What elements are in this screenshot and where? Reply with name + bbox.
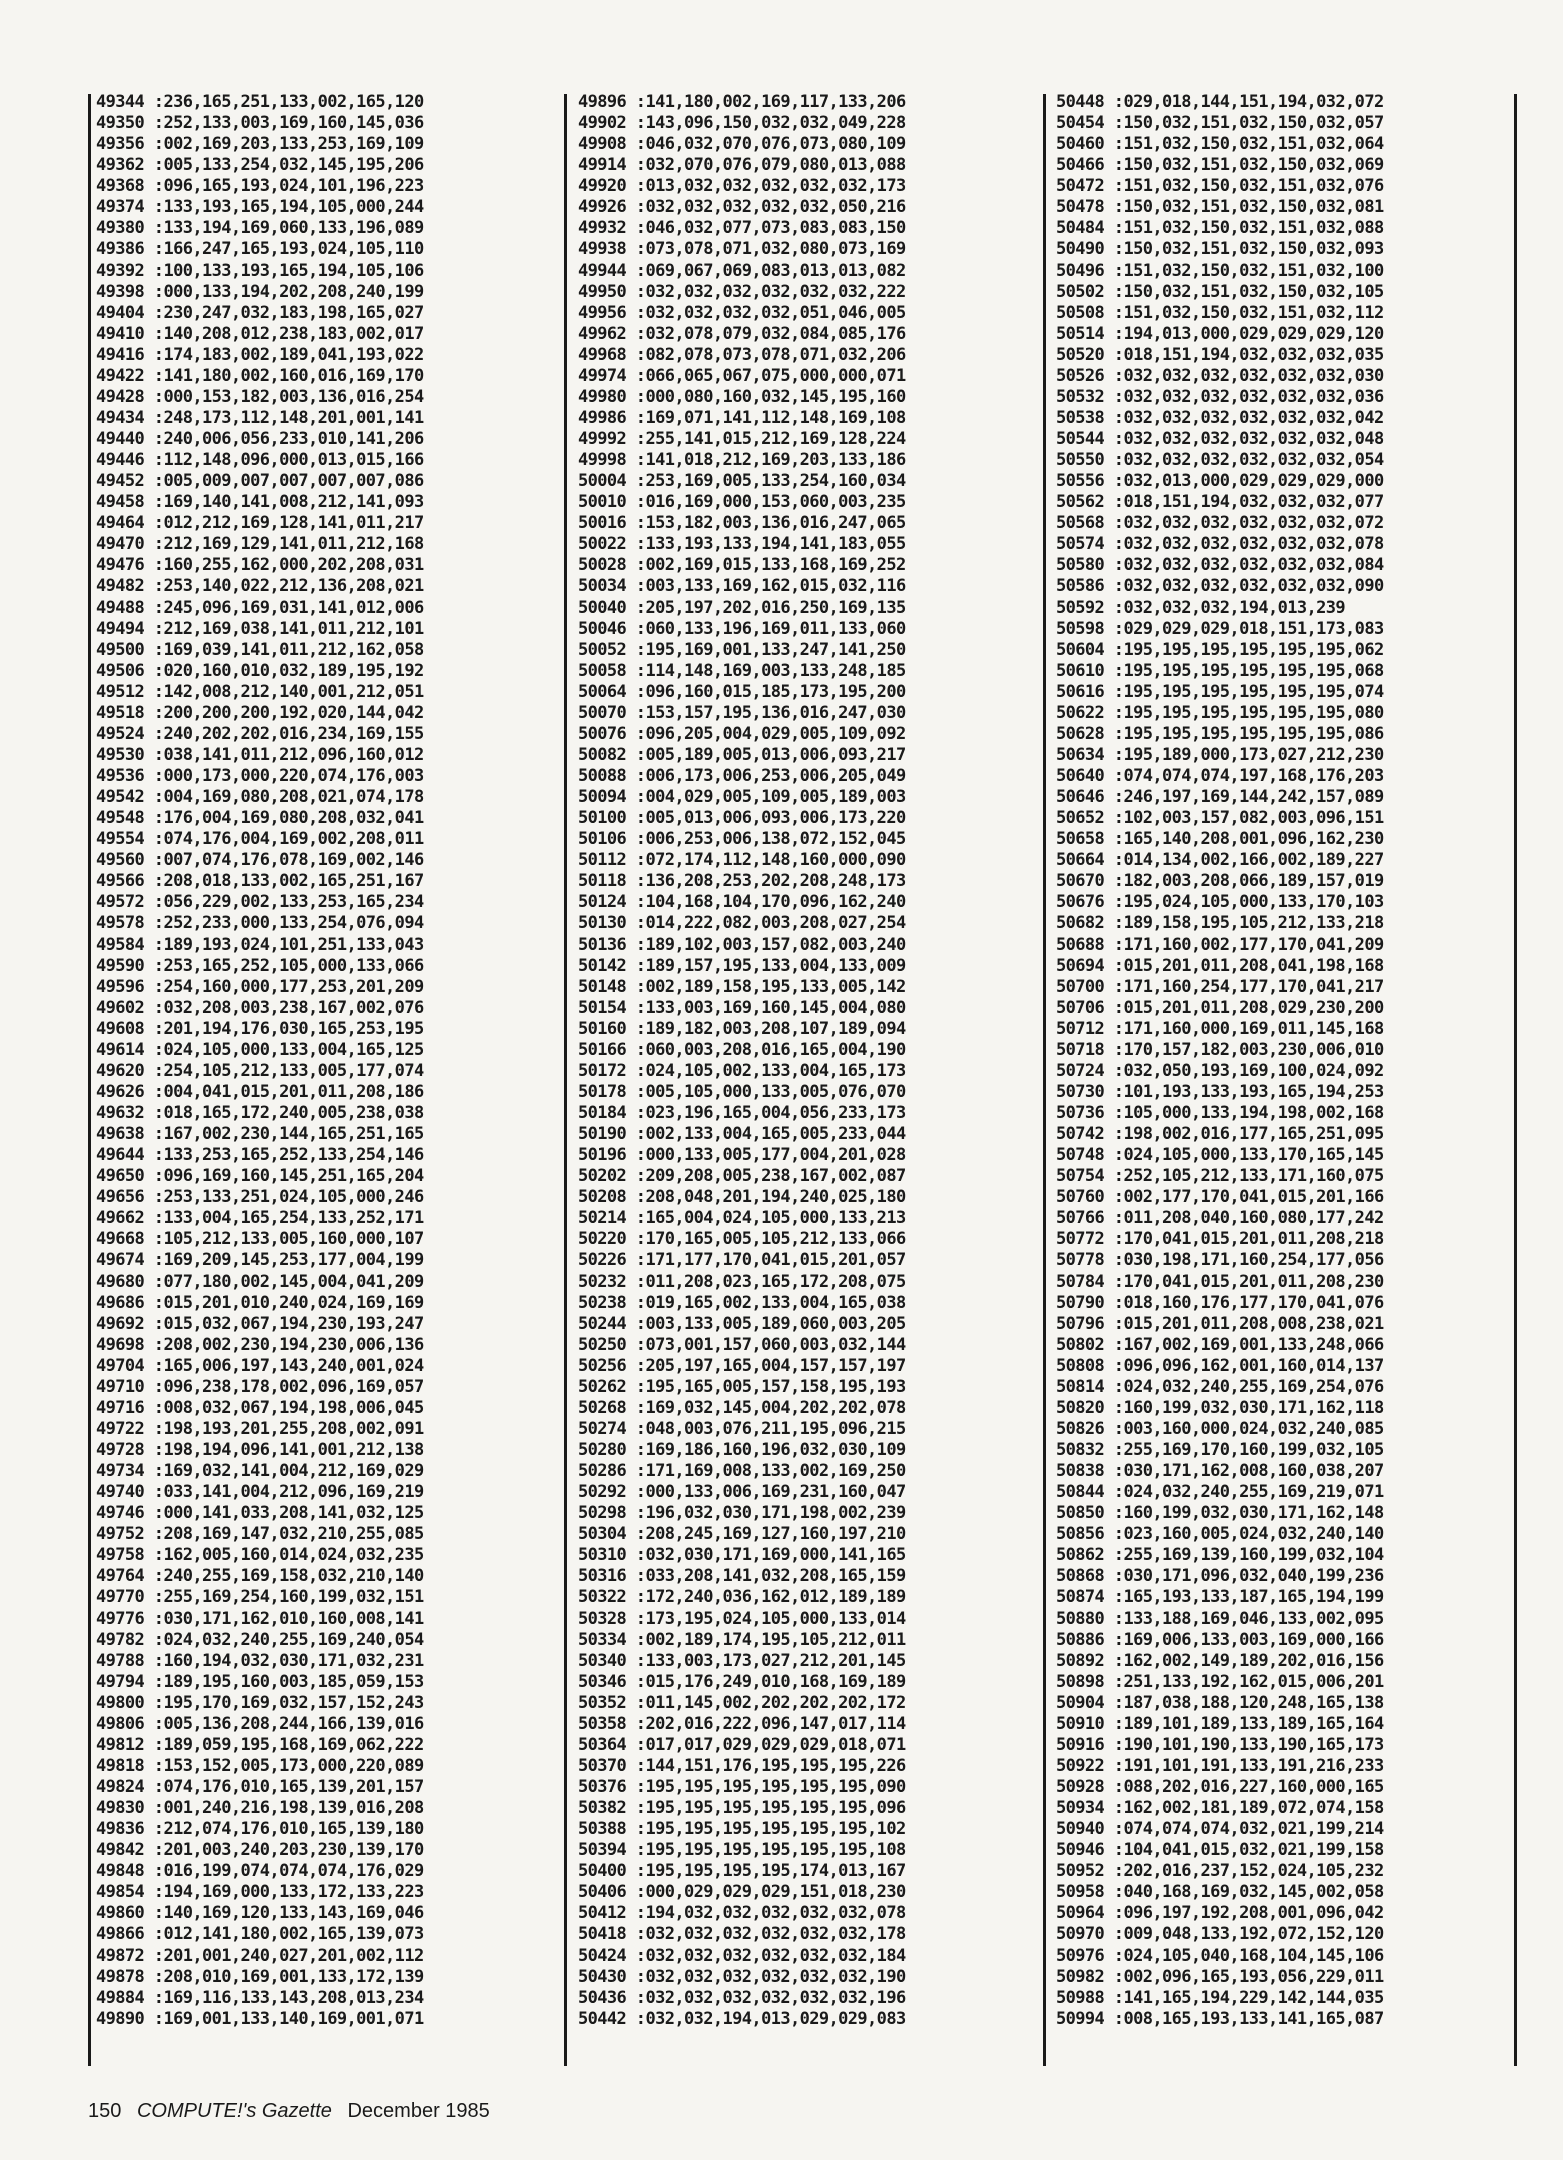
listing-line: 50718 :170,157,182,003,230,006,010: [1056, 1039, 1384, 1060]
listing-line: 50502 :150,032,151,032,150,032,105: [1056, 281, 1384, 302]
listing-line: 50304 :208,245,169,127,160,197,210: [578, 1524, 906, 1545]
listing-line: 50946 :104,041,015,032,021,199,158: [1056, 1840, 1384, 1861]
listing-line: 49440 :240,006,056,233,010,141,206: [96, 429, 424, 449]
listing-line: 50562 :018,151,194,032,032,032,077: [1056, 492, 1384, 513]
listing-line: 50994 :008,165,193,133,141,165,087: [1056, 2008, 1384, 2029]
listing-line: 50820 :160,199,032,030,171,162,118: [1056, 1397, 1384, 1418]
listing-line: 49770 :255,169,254,160,199,032,151: [96, 1587, 424, 1608]
listing-line: 50394 :195,195,195,195,195,195,108: [578, 1840, 906, 1861]
listing-line: 50634 :195,189,000,173,027,212,230: [1056, 744, 1384, 765]
listing-line: 50658 :165,140,208,001,096,162,230: [1056, 829, 1384, 850]
listing-line: 49884 :169,116,133,143,208,013,234: [96, 1987, 424, 2008]
listing-line: 49932 :046,032,077,073,083,083,150: [578, 218, 906, 239]
listing-line: 50934 :162,002,181,189,072,074,158: [1056, 1798, 1384, 1819]
listing-line: 50598 :029,029,029,018,151,173,083: [1056, 618, 1384, 639]
listing-line: 50850 :160,199,032,030,171,162,148: [1056, 1503, 1384, 1524]
listing-line: 49572 :056,229,002,133,253,165,234: [96, 892, 424, 913]
listing-line: 50292 :000,133,006,169,231,160,047: [578, 1482, 906, 1503]
listing-line: 50286 :171,169,008,133,002,169,250: [578, 1461, 906, 1482]
listing-line: 49986 :169,071,141,112,148,169,108: [578, 407, 906, 428]
listing-line: 50262 :195,165,005,157,158,195,193: [578, 1376, 906, 1397]
listing-line: 49554 :074,176,004,169,002,208,011: [96, 829, 424, 850]
listing-line: 50862 :255,169,139,160,199,032,104: [1056, 1545, 1384, 1566]
listing-line: 50538 :032,032,032,032,032,032,042: [1056, 407, 1384, 428]
listing-line: 50970 :009,048,133,192,072,152,120: [1056, 1924, 1384, 1945]
listing-line: 49848 :016,199,074,074,074,176,029: [96, 1861, 424, 1882]
listing-line: 49374 :133,193,165,194,105,000,244: [96, 197, 424, 218]
listing-line: 49590 :253,165,252,105,000,133,066: [96, 955, 424, 976]
listing-line: 49458 :169,140,141,008,212,141,093: [96, 492, 424, 513]
listing-line: 50064 :096,160,015,185,173,195,200: [578, 681, 906, 702]
listing-line: 49788 :160,194,032,030,171,032,231: [96, 1650, 424, 1671]
listing-line: 49656 :253,133,251,024,105,000,246: [96, 1187, 424, 1208]
listing-line: 50178 :005,105,000,133,005,076,070: [578, 1081, 906, 1102]
listing-line: 50814 :024,032,240,255,169,254,076: [1056, 1376, 1384, 1397]
listing-line: 50226 :171,177,170,041,015,201,057: [578, 1250, 906, 1271]
listing-line: 50496 :151,032,150,032,151,032,100: [1056, 260, 1384, 281]
listing-line: 50784 :170,041,015,201,011,208,230: [1056, 1271, 1384, 1292]
listing-line: 50436 :032,032,032,032,032,032,196: [578, 1987, 906, 2008]
listing-line: 49422 :141,180,002,160,016,169,170: [96, 365, 424, 386]
page-footer: [88, 2100, 490, 2123]
listing-line: 50184 :023,196,165,004,056,233,173: [578, 1103, 906, 1123]
listing-line: 50640 :074,074,074,197,168,176,203: [1056, 766, 1384, 786]
listing-line: 50130 :014,222,082,003,208,027,254: [578, 913, 906, 934]
listing-line: 49764 :240,255,169,158,032,210,140: [96, 1566, 424, 1587]
listing-line: 49968 :082,078,073,078,071,032,206: [578, 344, 906, 365]
listing-line: 50838 :030,171,162,008,160,038,207: [1056, 1461, 1384, 1482]
listing-line: 49392 :100,133,193,165,194,105,106: [96, 260, 424, 281]
listing-column-2: [570, 92, 1022, 2030]
listing-line: 50544 :032,032,032,032,032,032,048: [1056, 429, 1384, 449]
listing-line: 49614 :024,105,000,133,004,165,125: [96, 1039, 424, 1060]
listing-line: 50646 :246,197,169,144,242,157,089: [1056, 787, 1384, 808]
listing-line: 50448 :029,018,144,151,194,032,072: [1056, 92, 1384, 112]
listing-line: 50214 :165,004,024,105,000,133,213: [578, 1208, 906, 1229]
listing-line: 49602 :032,208,003,238,167,002,076: [96, 997, 424, 1018]
listing-line: 50442 :032,032,194,013,029,029,083: [578, 2008, 906, 2029]
listing-line: 50100 :005,013,006,093,006,173,220: [578, 808, 906, 829]
listing-line: 50334 :002,189,174,195,105,212,011: [578, 1629, 906, 1650]
listing-line: 49920 :013,032,032,032,032,032,173: [578, 176, 906, 197]
listing-line: 50460 :151,032,150,032,151,032,064: [1056, 134, 1384, 155]
listing-line: 50892 :162,002,149,189,202,016,156: [1056, 1650, 1384, 1671]
listing-line: 50376 :195,195,195,195,195,195,090: [578, 1777, 906, 1797]
listing-line: 49818 :153,152,005,173,000,220,089: [96, 1755, 424, 1776]
listing-line: 50826 :003,160,000,024,032,240,085: [1056, 1418, 1384, 1439]
listing-line: 50106 :006,253,006,138,072,152,045: [578, 829, 906, 850]
listing-line: 50076 :096,205,004,029,005,109,092: [578, 723, 906, 744]
listing-line: 49410 :140,208,012,238,183,002,017: [96, 323, 424, 344]
listing-line: 49782 :024,032,240,255,169,240,054: [96, 1629, 424, 1650]
listing-line: 50772 :170,041,015,201,011,208,218: [1056, 1229, 1384, 1250]
listing-line: 50622 :195,195,195,195,195,195,080: [1056, 702, 1384, 723]
listing-line: 50706 :015,201,011,208,029,230,200: [1056, 997, 1384, 1018]
listing-line: 50874 :165,193,133,187,165,194,199: [1056, 1587, 1384, 1608]
listing-line: 49866 :012,141,180,002,165,139,073: [96, 1924, 424, 1945]
listing-line: 50058 :114,148,169,003,133,248,185: [578, 660, 906, 681]
listing-line: 49902 :143,096,150,032,032,049,228: [578, 113, 906, 134]
listing-line: 50964 :096,197,192,208,001,096,042: [1056, 1903, 1384, 1924]
listing-line: 50364 :017,017,029,029,029,018,071: [578, 1734, 906, 1755]
listing-line: 49494 :212,169,038,141,011,212,101: [96, 618, 424, 639]
listing-line: 49710 :096,238,178,002,096,169,057: [96, 1376, 424, 1397]
listing-line: 50352 :011,145,002,202,202,202,172: [578, 1692, 906, 1713]
listing-line: 50748 :024,105,000,133,170,165,145: [1056, 1145, 1384, 1166]
listing-line: 49830 :001,240,216,198,139,016,208: [96, 1798, 424, 1819]
listing-line: 50298 :196,032,030,171,198,002,239: [578, 1503, 906, 1524]
listing-line: 49800 :195,170,169,032,157,152,243: [96, 1692, 424, 1713]
listing-line: 50610 :195,195,195,195,195,195,068: [1056, 660, 1384, 681]
listing-line: 49740 :033,141,004,212,096,169,219: [96, 1482, 424, 1503]
listing-line: 50694 :015,201,011,208,041,198,168: [1056, 955, 1384, 976]
listing-line: 49404 :230,247,032,183,198,165,027: [96, 302, 424, 323]
listing-line: 50676 :195,024,105,000,133,170,103: [1056, 892, 1384, 913]
listing-line: 50976 :024,105,040,168,104,145,106: [1056, 1945, 1384, 1966]
listing-line: 50136 :189,102,003,157,082,003,240: [578, 934, 906, 955]
listing-line: 49806 :005,136,208,244,166,139,016: [96, 1713, 424, 1734]
listing-line: 50466 :150,032,151,032,150,032,069: [1056, 155, 1384, 176]
listing-line: 50844 :024,032,240,255,169,219,071: [1056, 1482, 1384, 1503]
listing-line: 49950 :032,032,032,032,032,032,222: [578, 281, 906, 302]
listing-line: 49662 :133,004,165,254,133,252,171: [96, 1208, 424, 1229]
listing-line: 50568 :032,032,032,032,032,032,072: [1056, 513, 1384, 534]
listing-line: 49638 :167,002,230,144,165,251,165: [96, 1124, 424, 1145]
listing-line: 49464 :012,212,169,128,141,011,217: [96, 513, 424, 534]
listing-line: 50340 :133,003,173,027,212,201,145: [578, 1650, 906, 1671]
listing-line: 49488 :245,096,169,031,141,012,006: [96, 597, 424, 618]
listing-line: 49872 :201,001,240,027,201,002,112: [96, 1945, 424, 1966]
listing-line: 49686 :015,201,010,240,024,169,169: [96, 1292, 424, 1313]
listing-line: 49578 :252,233,000,133,254,076,094: [96, 913, 424, 934]
listing-line: 49728 :198,194,096,141,001,212,138: [96, 1440, 424, 1460]
listing-line: 50574 :032,032,032,032,032,032,078: [1056, 534, 1384, 555]
listing-line: 49878 :208,010,169,001,133,172,139: [96, 1966, 424, 1987]
listing-line: 50430 :032,032,032,032,032,032,190: [578, 1966, 906, 1987]
listing-column-3: [1048, 92, 1500, 2030]
issue-date: December 1985: [347, 2100, 490, 2122]
listing-line: 50244 :003,133,005,189,060,003,205: [578, 1313, 906, 1334]
listing-line: 50328 :173,195,024,105,000,133,014: [578, 1608, 906, 1629]
listing-line: 50016 :153,182,003,136,016,247,065: [578, 513, 906, 534]
listing-line: 50958 :040,168,169,032,145,002,058: [1056, 1882, 1384, 1903]
listing-line: 49980 :000,080,160,032,145,195,160: [578, 386, 906, 407]
listing-line: 49524 :240,202,202,016,234,169,155: [96, 723, 424, 744]
listing-line: 49584 :189,193,024,101,251,133,043: [96, 934, 424, 955]
listing-line: 50346 :015,176,249,010,168,169,189: [578, 1671, 906, 1692]
listing-line: 49632 :018,165,172,240,005,238,038: [96, 1103, 424, 1123]
listing-line: 50220 :170,165,005,105,212,133,066: [578, 1229, 906, 1250]
listing-line: 49428 :000,153,182,003,136,016,254: [96, 386, 424, 407]
listing-line: 50112 :072,174,112,148,160,000,090: [578, 850, 906, 871]
listing-line: 49644 :133,253,165,252,133,254,146: [96, 1145, 424, 1166]
listing-line: 49908 :046,032,070,076,073,080,109: [578, 134, 906, 155]
listing-line: 50688 :171,160,002,177,170,041,209: [1056, 934, 1384, 955]
listing-line: 49446 :112,148,096,000,013,015,166: [96, 450, 424, 471]
listing-line: 50928 :088,202,016,227,160,000,165: [1056, 1777, 1384, 1797]
listing-line: 50616 :195,195,195,195,195,195,074: [1056, 681, 1384, 702]
listing-line: 50952 :202,016,237,152,024,105,232: [1056, 1861, 1384, 1882]
listing-line: 50316 :033,208,141,032,208,165,159: [578, 1566, 906, 1587]
listing-line: 50082 :005,189,005,013,006,093,217: [578, 744, 906, 765]
listing-line: 50682 :189,158,195,105,212,133,218: [1056, 913, 1384, 934]
listing-line: 50700 :171,160,254,177,170,041,217: [1056, 976, 1384, 997]
page-number: 150: [88, 2100, 122, 2122]
listing-line: 50664 :014,134,002,166,002,189,227: [1056, 850, 1384, 871]
listing-line: 49926 :032,032,032,032,032,050,216: [578, 197, 906, 218]
listing-line: 50508 :151,032,150,032,151,032,112: [1056, 302, 1384, 323]
listing-line: 49542 :004,169,080,208,021,074,178: [96, 787, 424, 808]
listing-line: 50256 :205,197,165,004,157,157,197: [578, 1355, 906, 1376]
listing-line: 50310 :032,030,171,169,000,141,165: [578, 1545, 906, 1566]
listing-line: 49560 :007,074,176,078,169,002,146: [96, 850, 424, 871]
listing-line: 49722 :198,193,201,255,208,002,091: [96, 1418, 424, 1439]
listing-line: 50052 :195,169,001,133,247,141,250: [578, 639, 906, 660]
listing-line: 50028 :002,169,015,133,168,169,252: [578, 555, 906, 576]
listing-line: 50238 :019,165,002,133,004,165,038: [578, 1292, 906, 1313]
listing-line: 49716 :008,032,067,194,198,006,045: [96, 1397, 424, 1418]
listing-line: 49470 :212,169,129,141,011,212,168: [96, 534, 424, 555]
listing-line: 49626 :004,041,015,201,011,208,186: [96, 1081, 424, 1102]
listing-line: 49668 :105,212,133,005,160,000,107: [96, 1229, 424, 1250]
listing-line: 50724 :032,050,193,169,100,024,092: [1056, 1060, 1384, 1081]
listing-line: 50886 :169,006,133,003,169,000,166: [1056, 1629, 1384, 1650]
listing-line: 49854 :194,169,000,133,172,133,223: [96, 1882, 424, 1903]
listing-line: 50472 :151,032,150,032,151,032,076: [1056, 176, 1384, 197]
listing-line: 50832 :255,169,170,160,199,032,105: [1056, 1440, 1384, 1460]
listing-line: 50916 :190,101,190,133,190,165,173: [1056, 1734, 1384, 1755]
listing-line: 50418 :032,032,032,032,032,032,178: [578, 1924, 906, 1945]
listing-line: 49536 :000,173,000,220,074,176,003: [96, 766, 424, 786]
listing-line: 49734 :169,032,141,004,212,169,029: [96, 1461, 424, 1482]
listing-line: 50796 :015,201,011,208,008,238,021: [1056, 1313, 1384, 1334]
listing-line: 50382 :195,195,195,195,195,195,096: [578, 1798, 906, 1819]
listing-line: 50868 :030,171,096,032,040,199,236: [1056, 1566, 1384, 1587]
listing-line: 50154 :133,003,169,160,145,004,080: [578, 997, 906, 1018]
listing-line: 50586 :032,032,032,032,032,032,090: [1056, 576, 1384, 597]
listing-line: 49890 :169,001,133,140,169,001,071: [96, 2008, 424, 2029]
listing-line: 50046 :060,133,196,169,011,133,060: [578, 618, 906, 639]
listing-line: 49956 :032,032,032,032,051,046,005: [578, 302, 906, 323]
listing-line: 49344 :236,165,251,133,002,165,120: [96, 92, 424, 112]
listing-line: 50022 :133,193,133,194,141,183,055: [578, 534, 906, 555]
listing-line: 50208 :208,048,201,194,240,025,180: [578, 1187, 906, 1208]
listing-line: 49680 :077,180,002,145,004,041,209: [96, 1271, 424, 1292]
listing-line: 50514 :194,013,000,029,029,029,120: [1056, 323, 1384, 344]
listing-line: 50370 :144,151,176,195,195,195,226: [578, 1755, 906, 1776]
listing-line: 49704 :165,006,197,143,240,001,024: [96, 1355, 424, 1376]
listing-line: 50118 :136,208,253,202,208,248,173: [578, 871, 906, 892]
listing-line: 50004 :253,169,005,133,254,160,034: [578, 471, 906, 492]
listing-line: 49518 :200,200,200,192,020,144,042: [96, 702, 424, 723]
magazine-title: COMPUTE!'s Gazette: [136, 2100, 332, 2122]
listing-line: 50484 :151,032,150,032,151,032,088: [1056, 218, 1384, 239]
listing-line: 49368 :096,165,193,024,101,196,223: [96, 176, 424, 197]
listing-line: 50910 :189,101,189,133,189,165,164: [1056, 1713, 1384, 1734]
listing-line: 49698 :208,002,230,194,230,006,136: [96, 1334, 424, 1355]
listing-line: 49812 :189,059,195,168,169,062,222: [96, 1734, 424, 1755]
listing-line: 50670 :182,003,208,066,189,157,019: [1056, 871, 1384, 892]
listing-line: 49944 :069,067,069,083,013,013,082: [578, 260, 906, 281]
listing-line: 50166 :060,003,208,016,165,004,190: [578, 1039, 906, 1060]
listing-line: 50040 :205,197,202,016,250,169,135: [578, 597, 906, 618]
listing-line: 50124 :104,168,104,170,096,162,240: [578, 892, 906, 913]
listing-line: 49998 :141,018,212,169,203,133,186: [578, 450, 906, 471]
listing-line: 50478 :150,032,151,032,150,032,081: [1056, 197, 1384, 218]
column-rule-middle-right: [1043, 94, 1046, 2066]
listing-line: 49992 :255,141,015,212,169,128,224: [578, 429, 906, 449]
listing-line: 50550 :032,032,032,032,032,032,054: [1056, 450, 1384, 471]
listing-line: 50988 :141,165,194,229,142,144,035: [1056, 1987, 1384, 2008]
listing-line: 49398 :000,133,194,202,208,240,199: [96, 281, 424, 302]
listing-line: 49482 :253,140,022,212,136,208,021: [96, 576, 424, 597]
listing-line: 49530 :038,141,011,212,096,160,012: [96, 744, 424, 765]
listing-line: 49974 :066,065,067,075,000,000,071: [578, 365, 906, 386]
listing-line: 49608 :201,194,176,030,165,253,195: [96, 1018, 424, 1039]
listing-line: 50148 :002,189,158,195,133,005,142: [578, 976, 906, 997]
listing-line: 49674 :169,209,145,253,177,004,199: [96, 1250, 424, 1271]
listing-line: 50712 :171,160,000,169,011,145,168: [1056, 1018, 1384, 1039]
listing-line: 50532 :032,032,032,032,032,032,036: [1056, 386, 1384, 407]
listing-line: 49620 :254,105,212,133,005,177,074: [96, 1060, 424, 1081]
listing-line: 50790 :018,160,176,177,170,041,076: [1056, 1292, 1384, 1313]
listing-line: 50856 :023,160,005,024,032,240,140: [1056, 1524, 1384, 1545]
listing-line: 50760 :002,177,170,041,015,201,166: [1056, 1187, 1384, 1208]
listing-line: 50250 :073,001,157,060,003,032,144: [578, 1334, 906, 1355]
listing-line: 50754 :252,105,212,133,171,160,075: [1056, 1166, 1384, 1187]
listing-line: 50490 :150,032,151,032,150,032,093: [1056, 239, 1384, 260]
listing-line: 50904 :187,038,188,120,248,165,138: [1056, 1692, 1384, 1713]
listing-line: 49842 :201,003,240,203,230,139,170: [96, 1840, 424, 1861]
listing-line: 49746 :000,141,033,208,141,032,125: [96, 1503, 424, 1524]
listing-line: 50742 :198,002,016,177,165,251,095: [1056, 1124, 1384, 1145]
listing-line: 50142 :189,157,195,133,004,133,009: [578, 955, 906, 976]
listing-line: 49896 :141,180,002,169,117,133,206: [578, 92, 906, 112]
listing-line: 50190 :002,133,004,165,005,233,044: [578, 1124, 906, 1145]
listing-line: 49836 :212,074,176,010,165,139,180: [96, 1819, 424, 1840]
listing-line: 50520 :018,151,194,032,032,032,035: [1056, 344, 1384, 365]
listing-line: 49416 :174,183,002,189,041,193,022: [96, 344, 424, 365]
listing-line: 49758 :162,005,160,014,024,032,235: [96, 1545, 424, 1566]
listing-line: 49548 :176,004,169,080,208,032,041: [96, 808, 424, 829]
listing-line: 50172 :024,105,002,133,004,165,173: [578, 1060, 906, 1081]
listing-line: 50070 :153,157,195,136,016,247,030: [578, 702, 906, 723]
listing-line: 50094 :004,029,005,109,005,189,003: [578, 787, 906, 808]
listing-line: 49350 :252,133,003,169,160,145,036: [96, 113, 424, 134]
listing-line: 49824 :074,176,010,165,139,201,157: [96, 1777, 424, 1797]
listing-line: 50808 :096,096,162,001,160,014,137: [1056, 1355, 1384, 1376]
listing-line: 50580 :032,032,032,032,032,032,084: [1056, 555, 1384, 576]
column-rule-middle-left: [564, 94, 567, 2066]
listing-line: 50358 :202,016,222,096,147,017,114: [578, 1713, 906, 1734]
listing-line: 50526 :032,032,032,032,032,032,030: [1056, 365, 1384, 386]
listing-line: 50736 :105,000,133,194,198,002,168: [1056, 1103, 1384, 1123]
listing-line: 50412 :194,032,032,032,032,032,078: [578, 1903, 906, 1924]
listing-line: 49506 :020,160,010,032,189,195,192: [96, 660, 424, 681]
listing-line: 50982 :002,096,165,193,056,229,011: [1056, 1966, 1384, 1987]
listing-line: 50898 :251,133,192,162,015,006,201: [1056, 1671, 1384, 1692]
listing-line: 50268 :169,032,145,004,202,202,078: [578, 1397, 906, 1418]
listing-line: 49962 :032,078,079,032,084,085,176: [578, 323, 906, 344]
listing-line: 50202 :209,208,005,238,167,002,087: [578, 1166, 906, 1187]
listing-line: 50400 :195,195,195,195,174,013,167: [578, 1861, 906, 1882]
listing-line: 50034 :003,133,169,162,015,032,116: [578, 576, 906, 597]
listing-line: 50778 :030,198,171,160,254,177,056: [1056, 1250, 1384, 1271]
listing-line: 49794 :189,195,160,003,185,059,153: [96, 1671, 424, 1692]
column-rule-right: [1514, 94, 1517, 2066]
listing-line: 49356 :002,169,203,133,253,169,109: [96, 134, 424, 155]
listing-line: 50280 :169,186,160,196,032,030,109: [578, 1440, 906, 1460]
listing-line: 50160 :189,182,003,208,107,189,094: [578, 1018, 906, 1039]
listing-column-1: [88, 92, 540, 2030]
listing-line: 50322 :172,240,036,162,012,189,189: [578, 1587, 906, 1608]
listing-line: 49752 :208,169,147,032,210,255,085: [96, 1524, 424, 1545]
listing-line: 49434 :248,173,112,148,201,001,141: [96, 407, 424, 428]
listing-line: 49596 :254,160,000,177,253,201,209: [96, 976, 424, 997]
listing-line: 50454 :150,032,151,032,150,032,057: [1056, 113, 1384, 134]
listing-line: 50604 :195,195,195,195,195,195,062: [1056, 639, 1384, 660]
listing-line: 50274 :048,003,076,211,195,096,215: [578, 1418, 906, 1439]
listing-line: 50802 :167,002,169,001,133,248,066: [1056, 1334, 1384, 1355]
listing-line: 50232 :011,208,023,165,172,208,075: [578, 1271, 906, 1292]
listing-line: 50556 :032,013,000,029,029,029,000: [1056, 471, 1384, 492]
listing-line: 50088 :006,173,006,253,006,205,049: [578, 766, 906, 786]
listing-line: 49860 :140,169,120,133,143,169,046: [96, 1903, 424, 1924]
listing-line: 50196 :000,133,005,177,004,201,028: [578, 1145, 906, 1166]
listing-line: 49914 :032,070,076,079,080,013,088: [578, 155, 906, 176]
listing-line: 49386 :166,247,165,193,024,105,110: [96, 239, 424, 260]
listing-line: 50940 :074,074,074,032,021,199,214: [1056, 1819, 1384, 1840]
listing-line: 50880 :133,188,169,046,133,002,095: [1056, 1608, 1384, 1629]
listing-line: 50424 :032,032,032,032,032,032,184: [578, 1945, 906, 1966]
listing-line: 49452 :005,009,007,007,007,007,086: [96, 471, 424, 492]
listing-line: 49380 :133,194,169,060,133,196,089: [96, 218, 424, 239]
listing-line: 49650 :096,169,160,145,251,165,204: [96, 1166, 424, 1187]
listing-line: 49512 :142,008,212,140,001,212,051: [96, 681, 424, 702]
listing-line: 50592 :032,032,032,194,013,239: [1056, 597, 1346, 618]
listing-line: 49362 :005,133,254,032,145,195,206: [96, 155, 424, 176]
listing-line: 49776 :030,171,162,010,160,008,141: [96, 1608, 424, 1629]
listing-line: 50652 :102,003,157,082,003,096,151: [1056, 808, 1384, 829]
listing-line: 49476 :160,255,162,000,202,208,031: [96, 555, 424, 576]
listing-line: 50922 :191,101,191,133,191,216,233: [1056, 1755, 1384, 1776]
listing-line: 50406 :000,029,029,029,151,018,230: [578, 1882, 906, 1903]
listing-line: 50388 :195,195,195,195,195,195,102: [578, 1819, 906, 1840]
listing-line: 49566 :208,018,133,002,165,251,167: [96, 871, 424, 892]
listing-line: 49692 :015,032,067,194,230,193,247: [96, 1313, 424, 1334]
listing-line: 49500 :169,039,141,011,212,162,058: [96, 639, 424, 660]
listing-line: 49938 :073,078,071,032,080,073,169: [578, 239, 906, 260]
listing-line: 50628 :195,195,195,195,195,195,086: [1056, 723, 1384, 744]
listing-line: 50730 :101,193,133,193,165,194,253: [1056, 1081, 1384, 1102]
listing-line: 50010 :016,169,000,153,060,003,235: [578, 492, 906, 513]
listing-line: 50766 :011,208,040,160,080,177,242: [1056, 1208, 1384, 1229]
